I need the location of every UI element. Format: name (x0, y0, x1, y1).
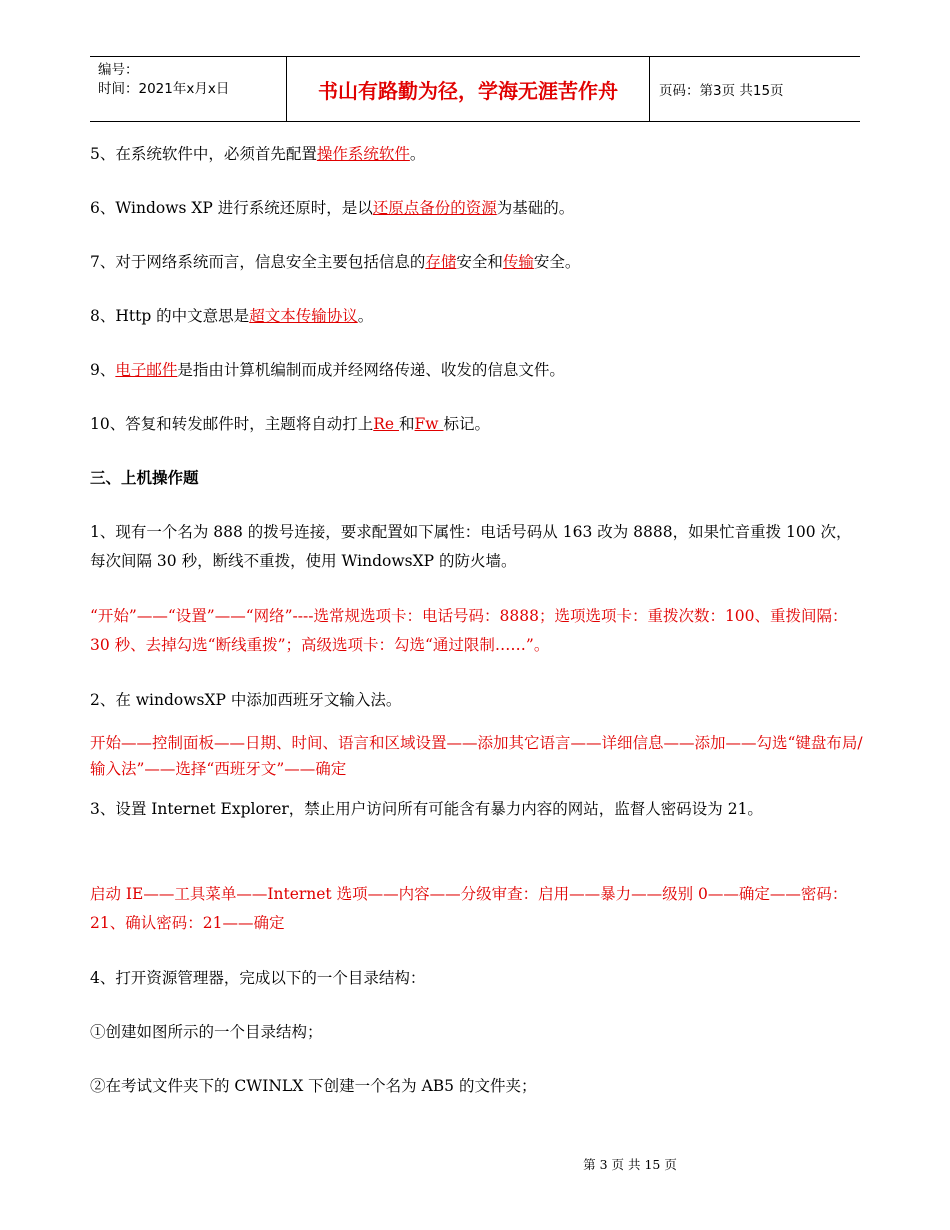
answer: 超文本传输协议 (249, 307, 358, 325)
page-header (90, 56, 860, 122)
task-3-answer: 启动 IE——工具菜单——Internet 选项——内容——分级审查：启用——暴力——级别 0——确定——密码：21、确认密码：21——确定 (90, 885, 848, 932)
header-motto: 书山有路勤为径，学海无涯苦作舟 (286, 57, 650, 121)
section-title: 三、上机操作题 (90, 469, 199, 487)
item-5: 5、在系统软件中，必须首先配置操作系统软件。 (90, 145, 426, 163)
task-4-step-2: ②在考试文件夹下的 CWINLX 下创建一个名为 AB5 的文件夹； (90, 1077, 537, 1095)
task-1-answer: “开始”——“设置”——“网络”----选常规选项卡：电话号码：8888；选项选项卡：重拨次数：100、重拨间隔：30 秒、去掉勾选“断线重拨”；高级选项卡：勾选“通过限制……”。 (90, 607, 848, 654)
header-page-info: 页码：第3页 共15页 (659, 83, 784, 99)
answer: 还原点备份的资源 (372, 199, 497, 217)
answer: 传输 (502, 253, 534, 271)
item-7: 7、对于网络系统而言，信息安全主要包括信息的存储安全和传输安全。 (90, 253, 581, 271)
task-4-question: 4、打开资源管理器，完成以下的一个目录结构： (90, 969, 426, 987)
answer: 电子邮件 (115, 361, 178, 379)
answer: Fw (414, 415, 444, 433)
item-8: 8、Http 的中文意思是超文本传输协议。 (90, 307, 374, 325)
task-3-question: 3、设置 Internet Explorer，禁止用户访问所有可能含有暴力内容的网站，监督人密码设为 21。 (90, 800, 763, 818)
item-6: 6、Windows XP 进行系统还原时，是以还原点备份的资源为基础的。 (90, 199, 575, 217)
task-1-question: 1、现有一个名为 888 的拨号连接，要求配置如下属性：电话号码从 163 改为 8888，如果忙音重拨 100 次，每次间隔 30 秒，断线不重拨，使用 WindowsXP 的防火墙。 (90, 523, 852, 570)
time-label: 时间：2021年x月x日 (98, 81, 230, 97)
header-meta (90, 57, 286, 121)
answer: 操作系统软件 (316, 145, 410, 163)
answer: 存储 (425, 253, 457, 271)
answer: Re (373, 415, 400, 433)
item-9: 9、电子邮件是指由计算机编制而成并经网络传递、收发的信息文件。 (90, 361, 565, 379)
page-footer: 第 3 页 共 15 页 (583, 1157, 677, 1172)
serial-label: 编号： (98, 62, 139, 78)
task-2-question: 2、在 windowsXP 中添加西班牙文输入法。 (90, 691, 402, 709)
item-10: 10、答复和转发邮件时，主题将自动打上Re 和Fw 标记。 (90, 415, 490, 433)
task-4-step-1: ①创建如图所示的一个目录结构； (90, 1023, 323, 1041)
task-2-answer: 开始——控制面板——日期、时间、语言和区域设置——添加其它语言——详细信息——添加——勾选“键盘布局/输入法”——选择“西班牙文”——确定 (90, 734, 863, 778)
